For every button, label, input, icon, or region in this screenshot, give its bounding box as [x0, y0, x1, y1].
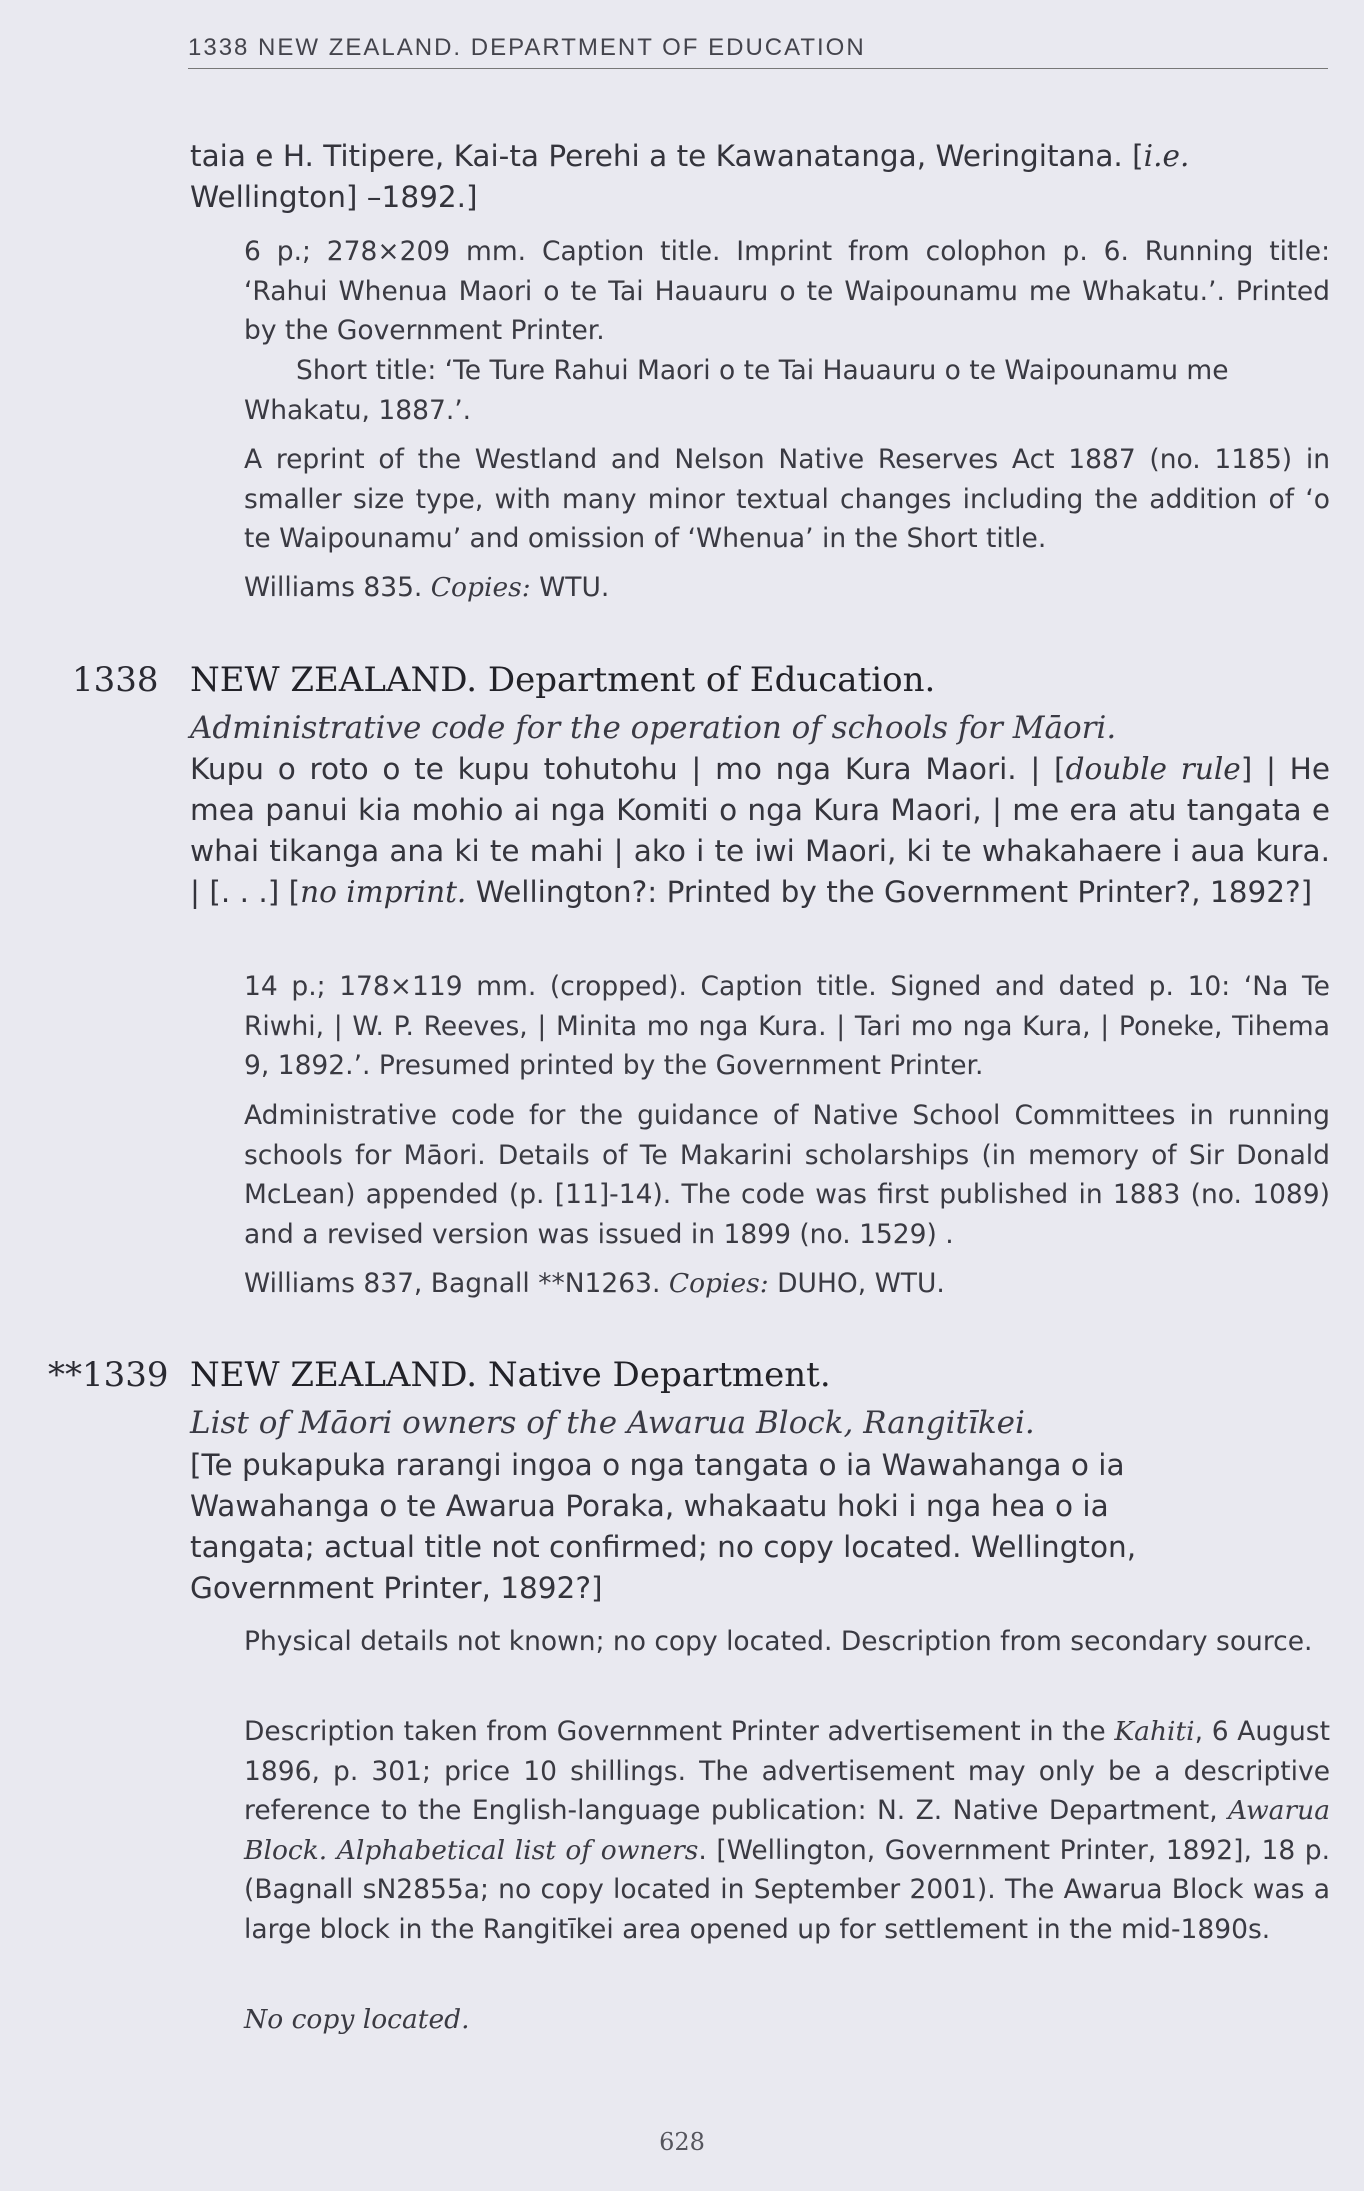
- header-rule: [188, 68, 1328, 69]
- entry-heading: NEW ZEALAND. Native Department.: [190, 1355, 831, 1395]
- english-title: Administrative code for the operation of schools for Māori.: [190, 710, 1117, 746]
- entry-number: **1339: [48, 1355, 169, 1395]
- source-note: Description taken from Government Printer advertisement in the Kahiti, 6 August 1896, p. 301; price 10 shillings. The advertisement may only be a descriptive reference to the English-language publication: N. Z. Native Department, Awarua Block. Alphabetical list of owners. [Wellington, Government Printer, 1892], 18 p. (Bagnall sN2855a; no copy located in September 2001). The Awarua Block was a large block in the Rangitīkei area opened up for settlement in the mid-1890s.: [244, 1716, 1330, 1945]
- short-title-note: Short title: ‘Te Ture Rahui Maori o te Tai Hauauru o te Waipounamu me Whakatu, 1887.’.: [244, 355, 1229, 426]
- entry-number: 1338: [72, 660, 159, 700]
- english-title: List of Māori owners of the Awarua Block, Rangitīkei.: [190, 1405, 1035, 1441]
- title-transcription: Kupu o roto o te kupu tohutohu | mo nga Kura Maori. | [double rule] | He mea panui kia mohio ai nga Komiti o nga Kura Maori, | me era atu tangata e whai tikanga ana ki te mahi | ako i te iwi Maori, ki te whakahaere i aua kura. | [. . .] [no imprint. Wellington?: Printed by the Government Printer?, 1892?]: [190, 752, 1330, 909]
- reprint-note: A reprint of the Westland and Nelson Native Reserves Act 1887 (no. 1185) in smaller size type, with many minor textual changes including the addition of ‘o te Waipounamu’ and omission of ‘Whenua’ in the Short title.: [244, 444, 1330, 554]
- physical-description: 14 p.; 178×119 mm. (cropped). Caption title. Signed and dated p. 10: ‘Na Te Riwhi, | W. P. Reeves, | Minita mo nga Kura. | Tari mo nga Kura, | Poneke, Tihema 9, 1892.’. Presumed printed by the Government Printer.: [244, 971, 1330, 1081]
- page-number: 628: [659, 2128, 705, 2156]
- physical-description: Physical details not known; no copy located. Description from secondary source.: [244, 1626, 1313, 1657]
- imprint-text: taia e H. Titipere, Kai-ta Perehi a te Kawanatanga, Weringitana. [i.e. Wellington] –1892.]: [190, 139, 1190, 214]
- title-transcription: [Te pukapuka rarangi ingoa o nga tangata o ia Wawahanga o ia Wawahanga o te Awarua Poraka, whakaatu hoki i nga hea o ia tangata; actual title not confirmed; no copy located. Wellington, Government Printer, 1892?]: [190, 1448, 1137, 1605]
- physical-description: 6 p.; 278×209 mm. Caption title. Imprint from colophon p. 6. Running title: ‘Rahui Whenua Maori o te Tai Hauauru o te Waipounamu me Whakatu.’. Printed by the Government Printer.: [244, 236, 1330, 346]
- content-note: Administrative code for the guidance of Native School Committees in running schools for Māori. Details of Te Makarini scholarships (in memory of Sir Donald McLean) appended (p. [11]-14). The code was first published in 1883 (no. 1089) and a revised version was issued in 1899 (no. 1529) .: [244, 1100, 1330, 1250]
- references: Williams 835. Copies: WTU.: [244, 572, 610, 603]
- entry-heading: NEW ZEALAND. Department of Education.: [190, 660, 936, 700]
- references: Williams 837, Bagnall **N1263. Copies: DUHO, WTU.: [244, 1268, 945, 1299]
- running-head: 1338 NEW ZEALAND. DEPARTMENT OF EDUCATION: [188, 34, 866, 61]
- no-copy-note: No copy located.: [244, 2004, 470, 2035]
